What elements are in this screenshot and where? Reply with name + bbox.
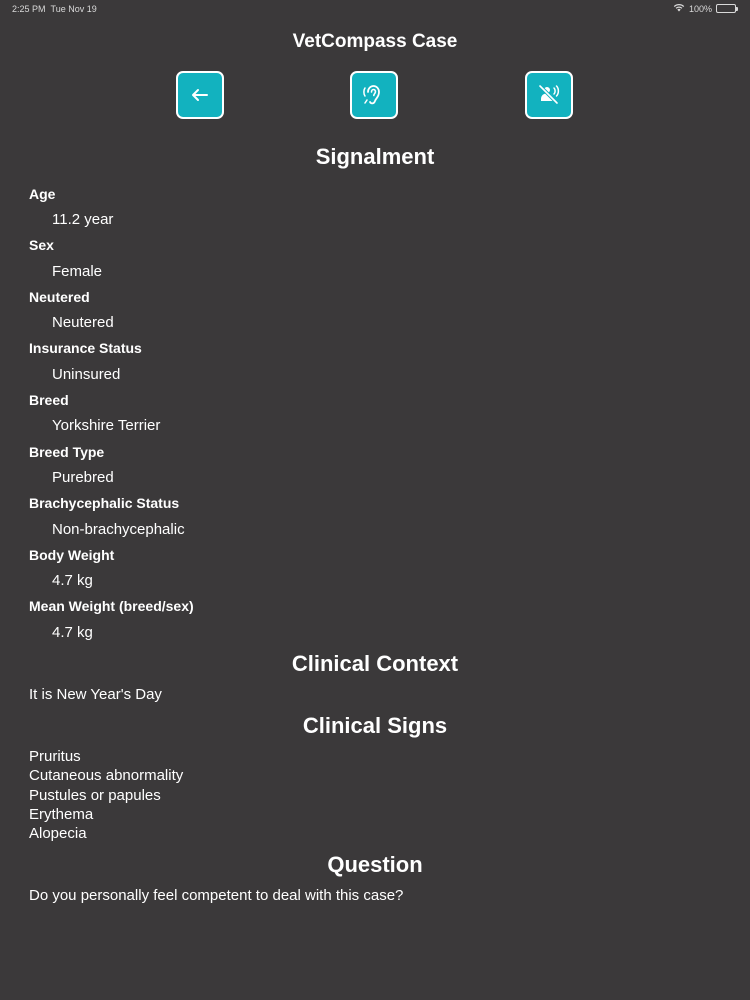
clinical-context-text: It is New Year's Day (29, 686, 162, 703)
field-value-insurance-status: Uninsured (52, 366, 121, 383)
field-label-breed-type: Breed Type (29, 444, 105, 460)
clinical-sign-item: Pruritus (29, 748, 81, 765)
mute-button[interactable] (525, 71, 573, 119)
battery-icon (716, 4, 738, 13)
clinical-sign-item: Alopecia (29, 825, 87, 842)
app-title: VetCompass Case (292, 31, 458, 52)
field-label-mean-weight: Mean Weight (breed/sex) (29, 598, 194, 614)
field-value-neutered: Neutered (52, 314, 114, 331)
field-value-body-weight: 4.7 kg (52, 572, 93, 589)
field-value-breed-type: Purebred (52, 469, 114, 486)
clinical-context-heading: Clinical Context (291, 651, 459, 676)
battery-percent: 100% (688, 3, 712, 14)
arrow-left-icon (187, 82, 213, 108)
field-label-breed: Breed (29, 392, 69, 408)
status-date: Tue Nov 19 (50, 4, 97, 14)
question-text: Do you personally feel competent to deal with this case? (29, 887, 404, 904)
field-label-sex: Sex (29, 237, 54, 253)
field-label-insurance-status: Insurance Status (29, 340, 142, 356)
clinical-signs-heading: Clinical Signs (302, 713, 448, 738)
status-time-date (12, 4, 97, 14)
clinical-sign-item: Cutaneous abnormality (29, 767, 184, 784)
field-value-age: 11.2 year (52, 211, 114, 228)
field-value-sex: Female (52, 263, 103, 280)
field-value-brachycephalic-status: Non-brachycephalic (52, 521, 185, 538)
hearing-button[interactable] (350, 71, 398, 119)
question-heading: Question (327, 852, 423, 877)
field-label-neutered: Neutered (29, 289, 90, 305)
signalment-heading: Signalment (315, 144, 435, 169)
clinical-sign-item: Pustules or papules (29, 787, 161, 804)
field-label-body-weight: Body Weight (29, 547, 115, 563)
field-label-brachycephalic-status: Brachycephalic Status (29, 495, 180, 511)
status-time: 2:25 PM (12, 4, 46, 14)
field-label-age: Age (29, 186, 56, 202)
ear-icon (361, 82, 387, 108)
status-bar (0, 0, 750, 18)
field-value-breed: Yorkshire Terrier (52, 417, 161, 434)
status-right (673, 3, 738, 14)
toolbar (0, 71, 750, 119)
field-value-mean-weight: 4.7 kg (52, 624, 93, 641)
speaker-muted-icon (536, 82, 562, 108)
wifi-icon (673, 3, 685, 14)
back-button[interactable] (176, 71, 224, 119)
clinical-sign-item: Erythema (29, 806, 94, 823)
